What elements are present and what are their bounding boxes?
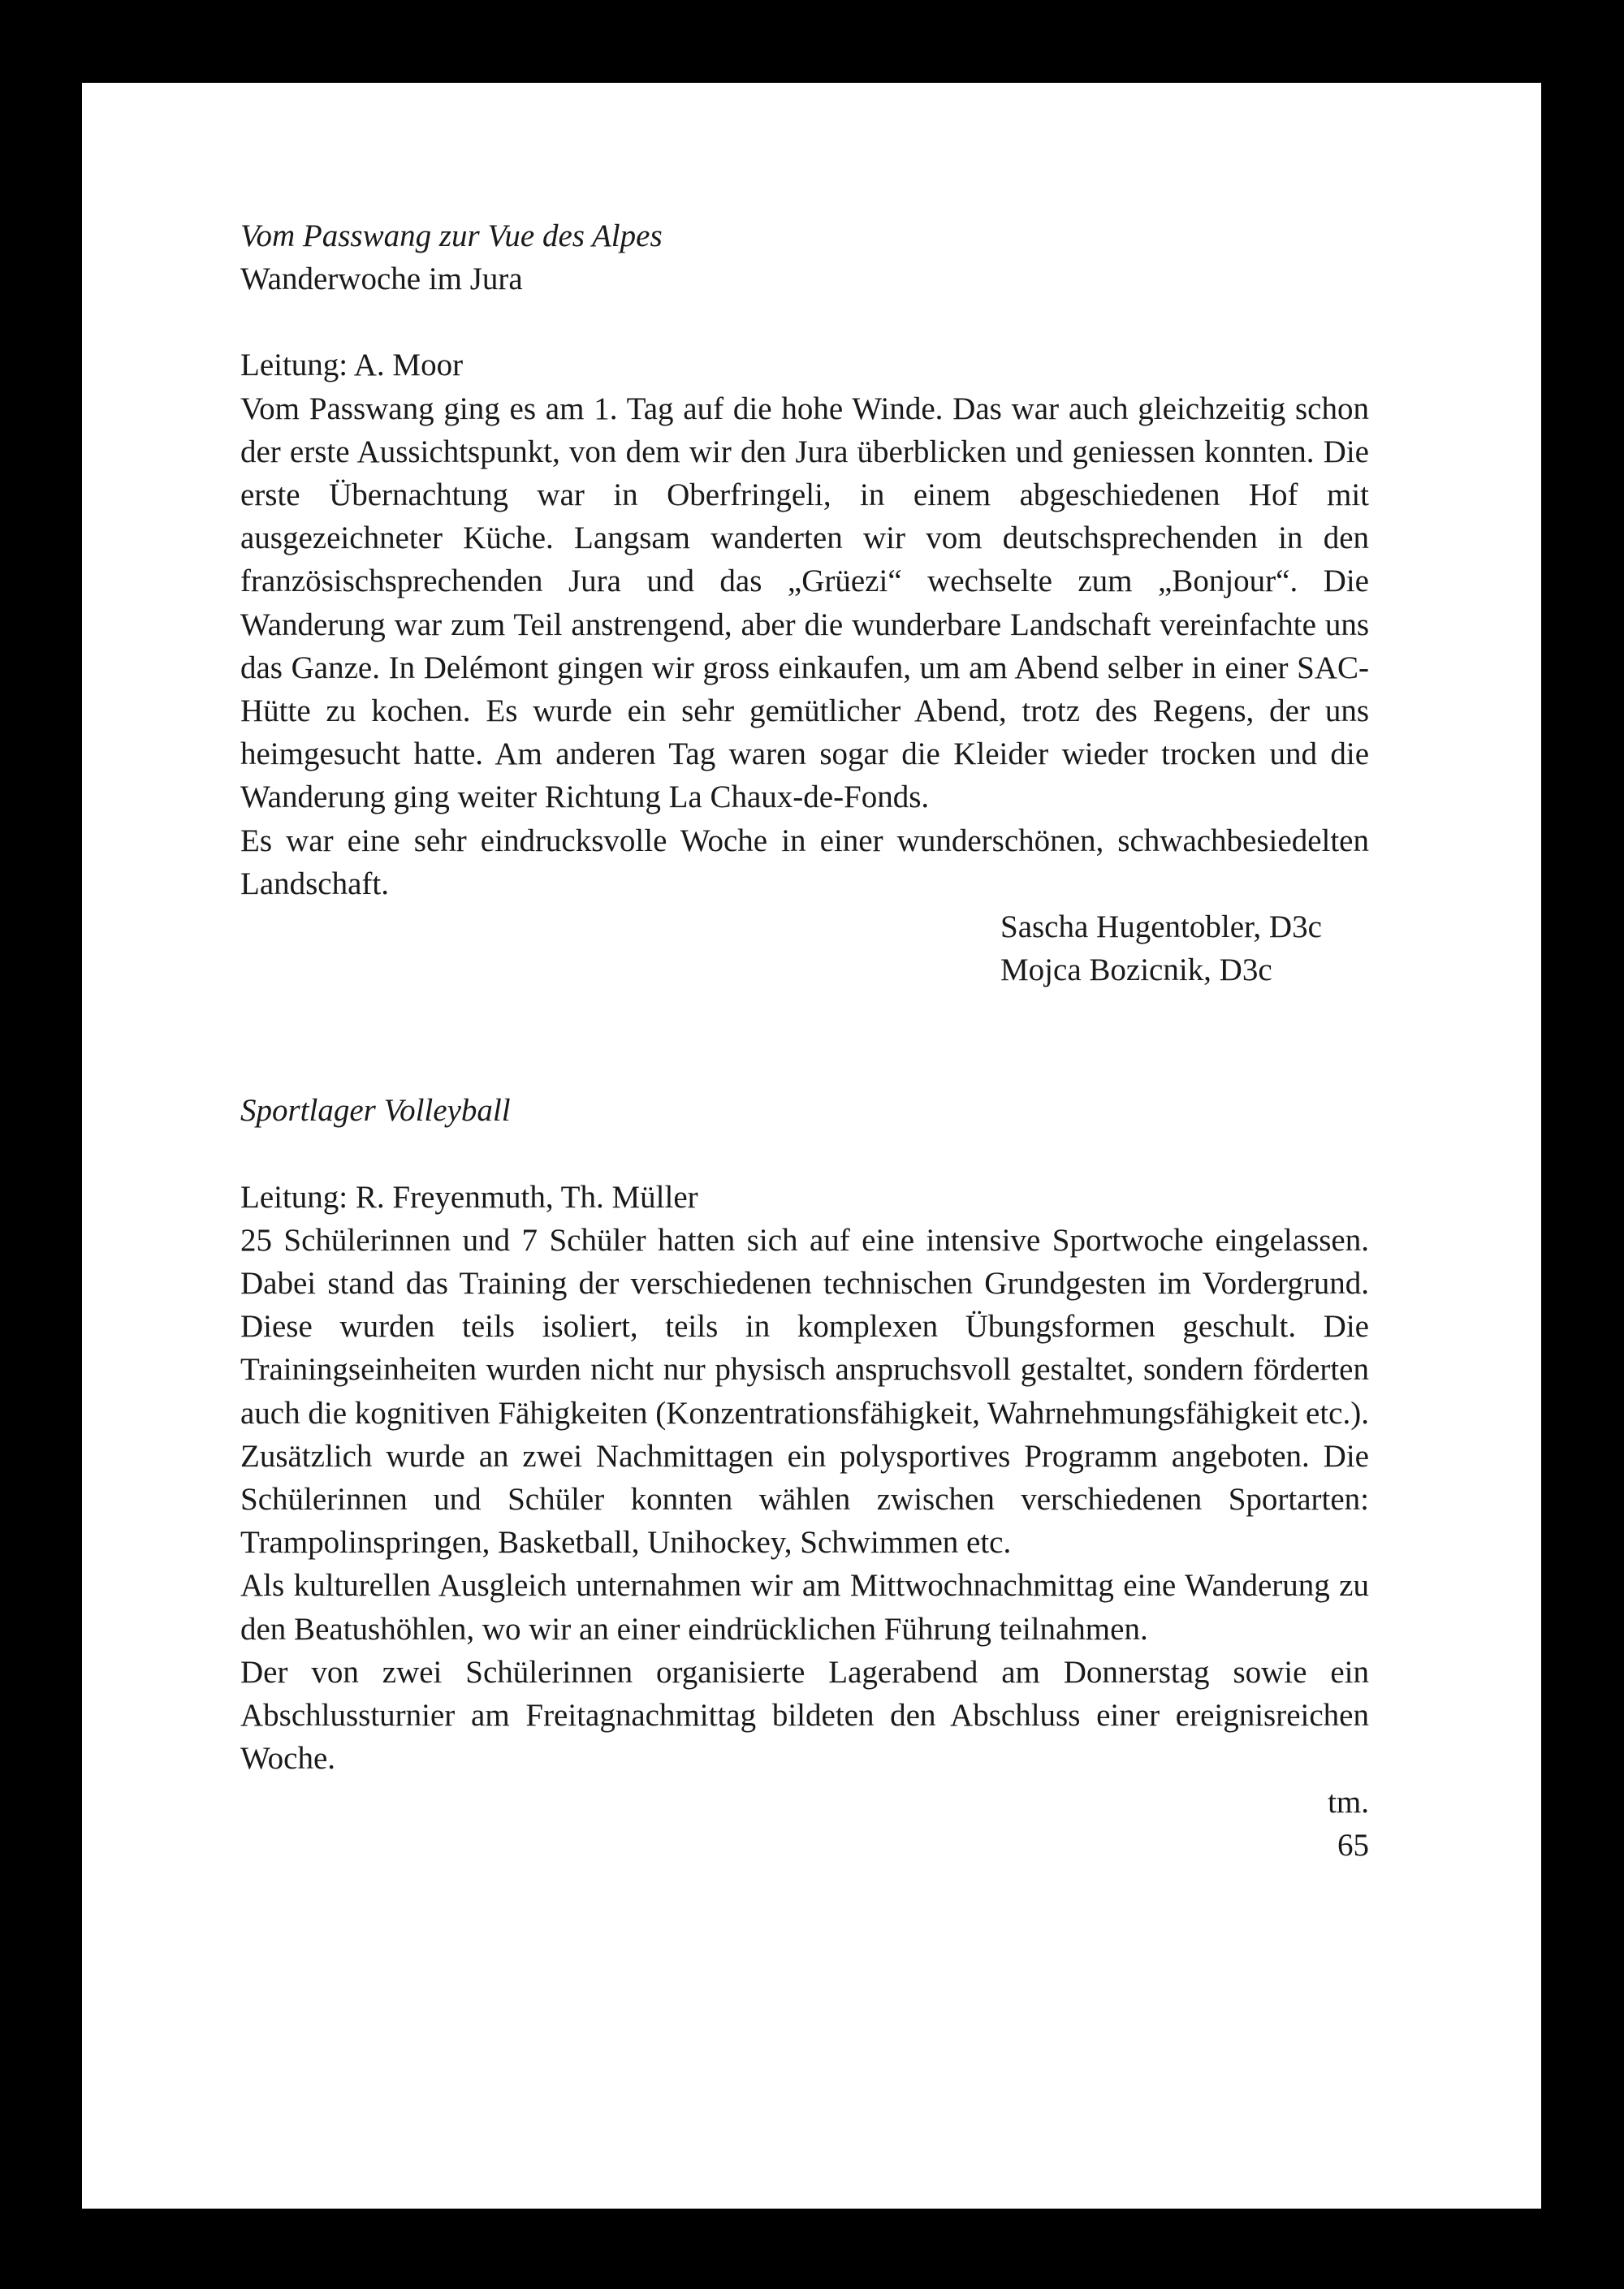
article-title: Vom Passwang zur Vue des Alpes [240, 218, 663, 253]
article-sportlager [240, 1089, 1369, 1823]
page-number: 65 [1337, 1827, 1369, 1863]
page-content [240, 214, 1369, 1867]
article-wanderwoche [240, 214, 1369, 991]
signature-block [240, 905, 1369, 991]
article-paragraph: 25 Schülerinnen und 7 Schüler hatten sich auf eine intensive Sportwoche eingelassen. Dabei stand das Training der verschiedenen technischen Grundgesten im Vordergrund. Diese wurden teils isoliert, teils in komplexen Übungsformen geschult. Die Trainingseinheiten wurden nicht nur physisch anspruchsvoll gestaltet, sondern förderten auch die kognitiven Fähigkeiten (Konzentrationsfähigkeit, Wahrnehmungsfähigkeit etc.). [240, 1222, 1369, 1431]
article-paragraph: Als kulturellen Ausgleich unternahmen wir am Mittwochnachmittag eine Wanderung zu den Beatushöhlen, wo wir an einer eindrücklichen Führung teilnahmen. [240, 1568, 1369, 1647]
article-title: Sportlager Volleyball [240, 1093, 511, 1129]
author-signature: Sascha Hugentobler, D3c [1000, 909, 1322, 945]
article-leitung: Leitung: A. Moor [240, 348, 464, 383]
author-signature: Mojca Bozicnik, D3c [1000, 952, 1272, 988]
article-leitung: Leitung: R. Freyenmuth, Th. Müller [240, 1179, 698, 1215]
article-paragraph: Der von zwei Schülerinnen organisierte Lagerabend am Donnerstag sowie ein Abschlussturnier am Freitagnachmittag bildeten den Abschluss einer ereignisreichen Woche. [240, 1654, 1369, 1777]
author-initials: tm. [1328, 1784, 1369, 1820]
article-paragraph: Zusätzlich wurde an zwei Nachmittagen ein polysportives Programm angeboten. Die Schülerinnen und Schüler konnten wählen zwischen verschiedenen Sportarten: Trampolinspringen, Basketball, Unihockey, Schwimmen etc. [240, 1438, 1369, 1561]
article-paragraph: Es war eine sehr eindrucksvolle Woche in einer wunderschönen, schwachbesiedelten Landschaft. [240, 823, 1369, 901]
article-paragraph: Vom Passwang ging es am 1. Tag auf die hohe Winde. Das war auch gleichzeitig schon der erste Aussichtspunkt, von dem wir den Jura überblicken und geniessen konnten. Die erste Übernachtung war in Oberfringeli, in einem abgeschiedenen Hof mit ausgezeichneter Küche. Langsam wanderten wir vom deutschsprechenden in den französischsprechenden Jura und das „Grüezi“ wechselte zum „Bonjour“. Die Wanderung war zum Teil anstrengend, aber die wunderbare Landschaft vereinfachte uns das Ganze. In Delémont gingen wir gross einkaufen, um am Abend selber in einer SAC-Hütte zu kochen. Es wurde ein sehr gemütlicher Abend, trotz des Regens, der uns heimgesucht hatte. Am anderen Tag waren sogar die Kleider wieder trocken und die Wanderung ging weiter Richtung La Chaux-de-Fonds. [240, 391, 1369, 815]
article-subtitle: Wanderwoche im Jura [240, 261, 523, 297]
document-page [82, 83, 1541, 2209]
